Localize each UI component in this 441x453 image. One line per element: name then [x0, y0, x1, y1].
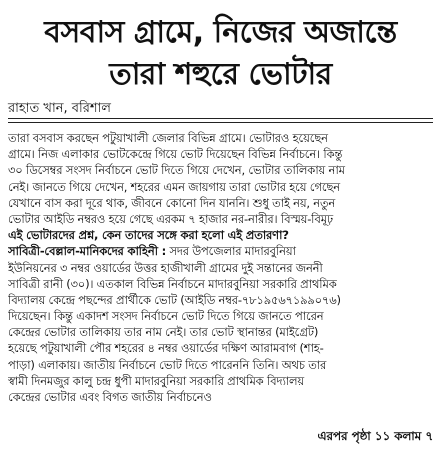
divider [8, 118, 433, 119]
article-body [8, 130, 433, 405]
body-line: যেখানে বাস করা দূরে থাক, জীবনে কোনো দিন যাননি। শুধু তাই নয়, নতুন [8, 195, 336, 210]
body-line: দিয়েছেন। কিন্তু একাদশ সংসদ নির্বাচনে ভোট দিতে গিয়ে জানতে পারেন [8, 309, 324, 324]
body-line-bold: এই ভোটারদের প্রশ্ন, কেন তাদের সঙ্গে করা হলো এই প্রতারণা? [8, 228, 289, 243]
body-line: কেন্দ্রের ভোটার তালিকায় তার নাম নেই। তার ভোট স্থানান্তর (মাইগ্রেট) [8, 325, 319, 340]
body-line: গ্রামে। নিজ এলাকার ভোটকেন্দ্রে গিয়ে ভোট দিয়েছেন বিভিন্ন নির্বাচনে। কিন্তু [8, 147, 343, 162]
headline-line-1: বসবাস গ্রামে, নিজের অজান্তে [44, 15, 397, 50]
divider [8, 122, 433, 123]
body-line: ভোটার আইডি নম্বরও হয়ে গেছে এরকম ৭ হাজার নর-নারীর। বিস্ময়-বিমূঢ় [8, 211, 333, 226]
subhead-continuation: সদর উপজেলার মাদারবুনিয়া [166, 244, 296, 259]
headline-line-2: তারা শহুরে ভোটার [109, 57, 332, 92]
continuation-note: এরপর পৃষ্ঠা ১১ কলাম ৭ [314, 428, 434, 444]
body-line: হয়েছে পটুয়াখালী পৌর শহরের ৪ নম্বর ওয়ার্ডের দক্ষিণ আরামবাগ (শাহ- [8, 341, 324, 356]
body-line: ৩০ ডিসেম্বর সংসদ নির্বাচনে ভোট দিতে গিয়ে দেখেন, ভোটার তালিকায় নাম [8, 163, 345, 178]
body-line: স্বামী দিনমজুর কালু চন্দ্র ধুপী মাদারবুনিয়া সরকারি প্রাথমিক বিদ্যালয় [8, 373, 305, 388]
body-line: পাড়া) এলাকায়। জাতীয় নির্বাচনে ভোট দিতে পারেননি তিনি। অথচ তার [8, 357, 327, 372]
body-line: ইউনিয়নের ৩ নম্বর ওয়ার্ডের উত্তর হাজীখালী গ্রামের দুই সন্তানের জননী [8, 260, 323, 275]
subhead: সাবিত্রী-বেল্লাল-মানিকদের কাহিনী : [8, 244, 167, 259]
body-line: বিদ্যালয় কেন্দ্রে পছন্দের প্রার্থীকে ভোট (আইডি নম্বর-৭৮১৯৫৬৭১৯৯০৭৬) [8, 292, 341, 307]
body-line: কেন্দ্রের ভোটার এবং বিগত জাতীয় নির্বাচনেও [8, 390, 212, 404]
body-line: সাবিত্রী রানী (৩০)। এতকাল বিভিন্ন নির্বাচনে মাদারবুনিয়া সরকারি প্রাথমিক [8, 276, 337, 291]
body-line [8, 243, 433, 259]
body-line: নেই। জানতে গিয়ে দেখেন, শহরের এমন জায়গায় তারা ভোটার হয়ে গেছেন [8, 179, 340, 194]
byline: রাহাত খান, বরিশাল [8, 101, 111, 116]
body-line: তারা বসবাস করছেন পটুয়াখালী জেলার বিভিন্ন গ্রামে। ভোটারও হয়েছেন [8, 131, 328, 145]
